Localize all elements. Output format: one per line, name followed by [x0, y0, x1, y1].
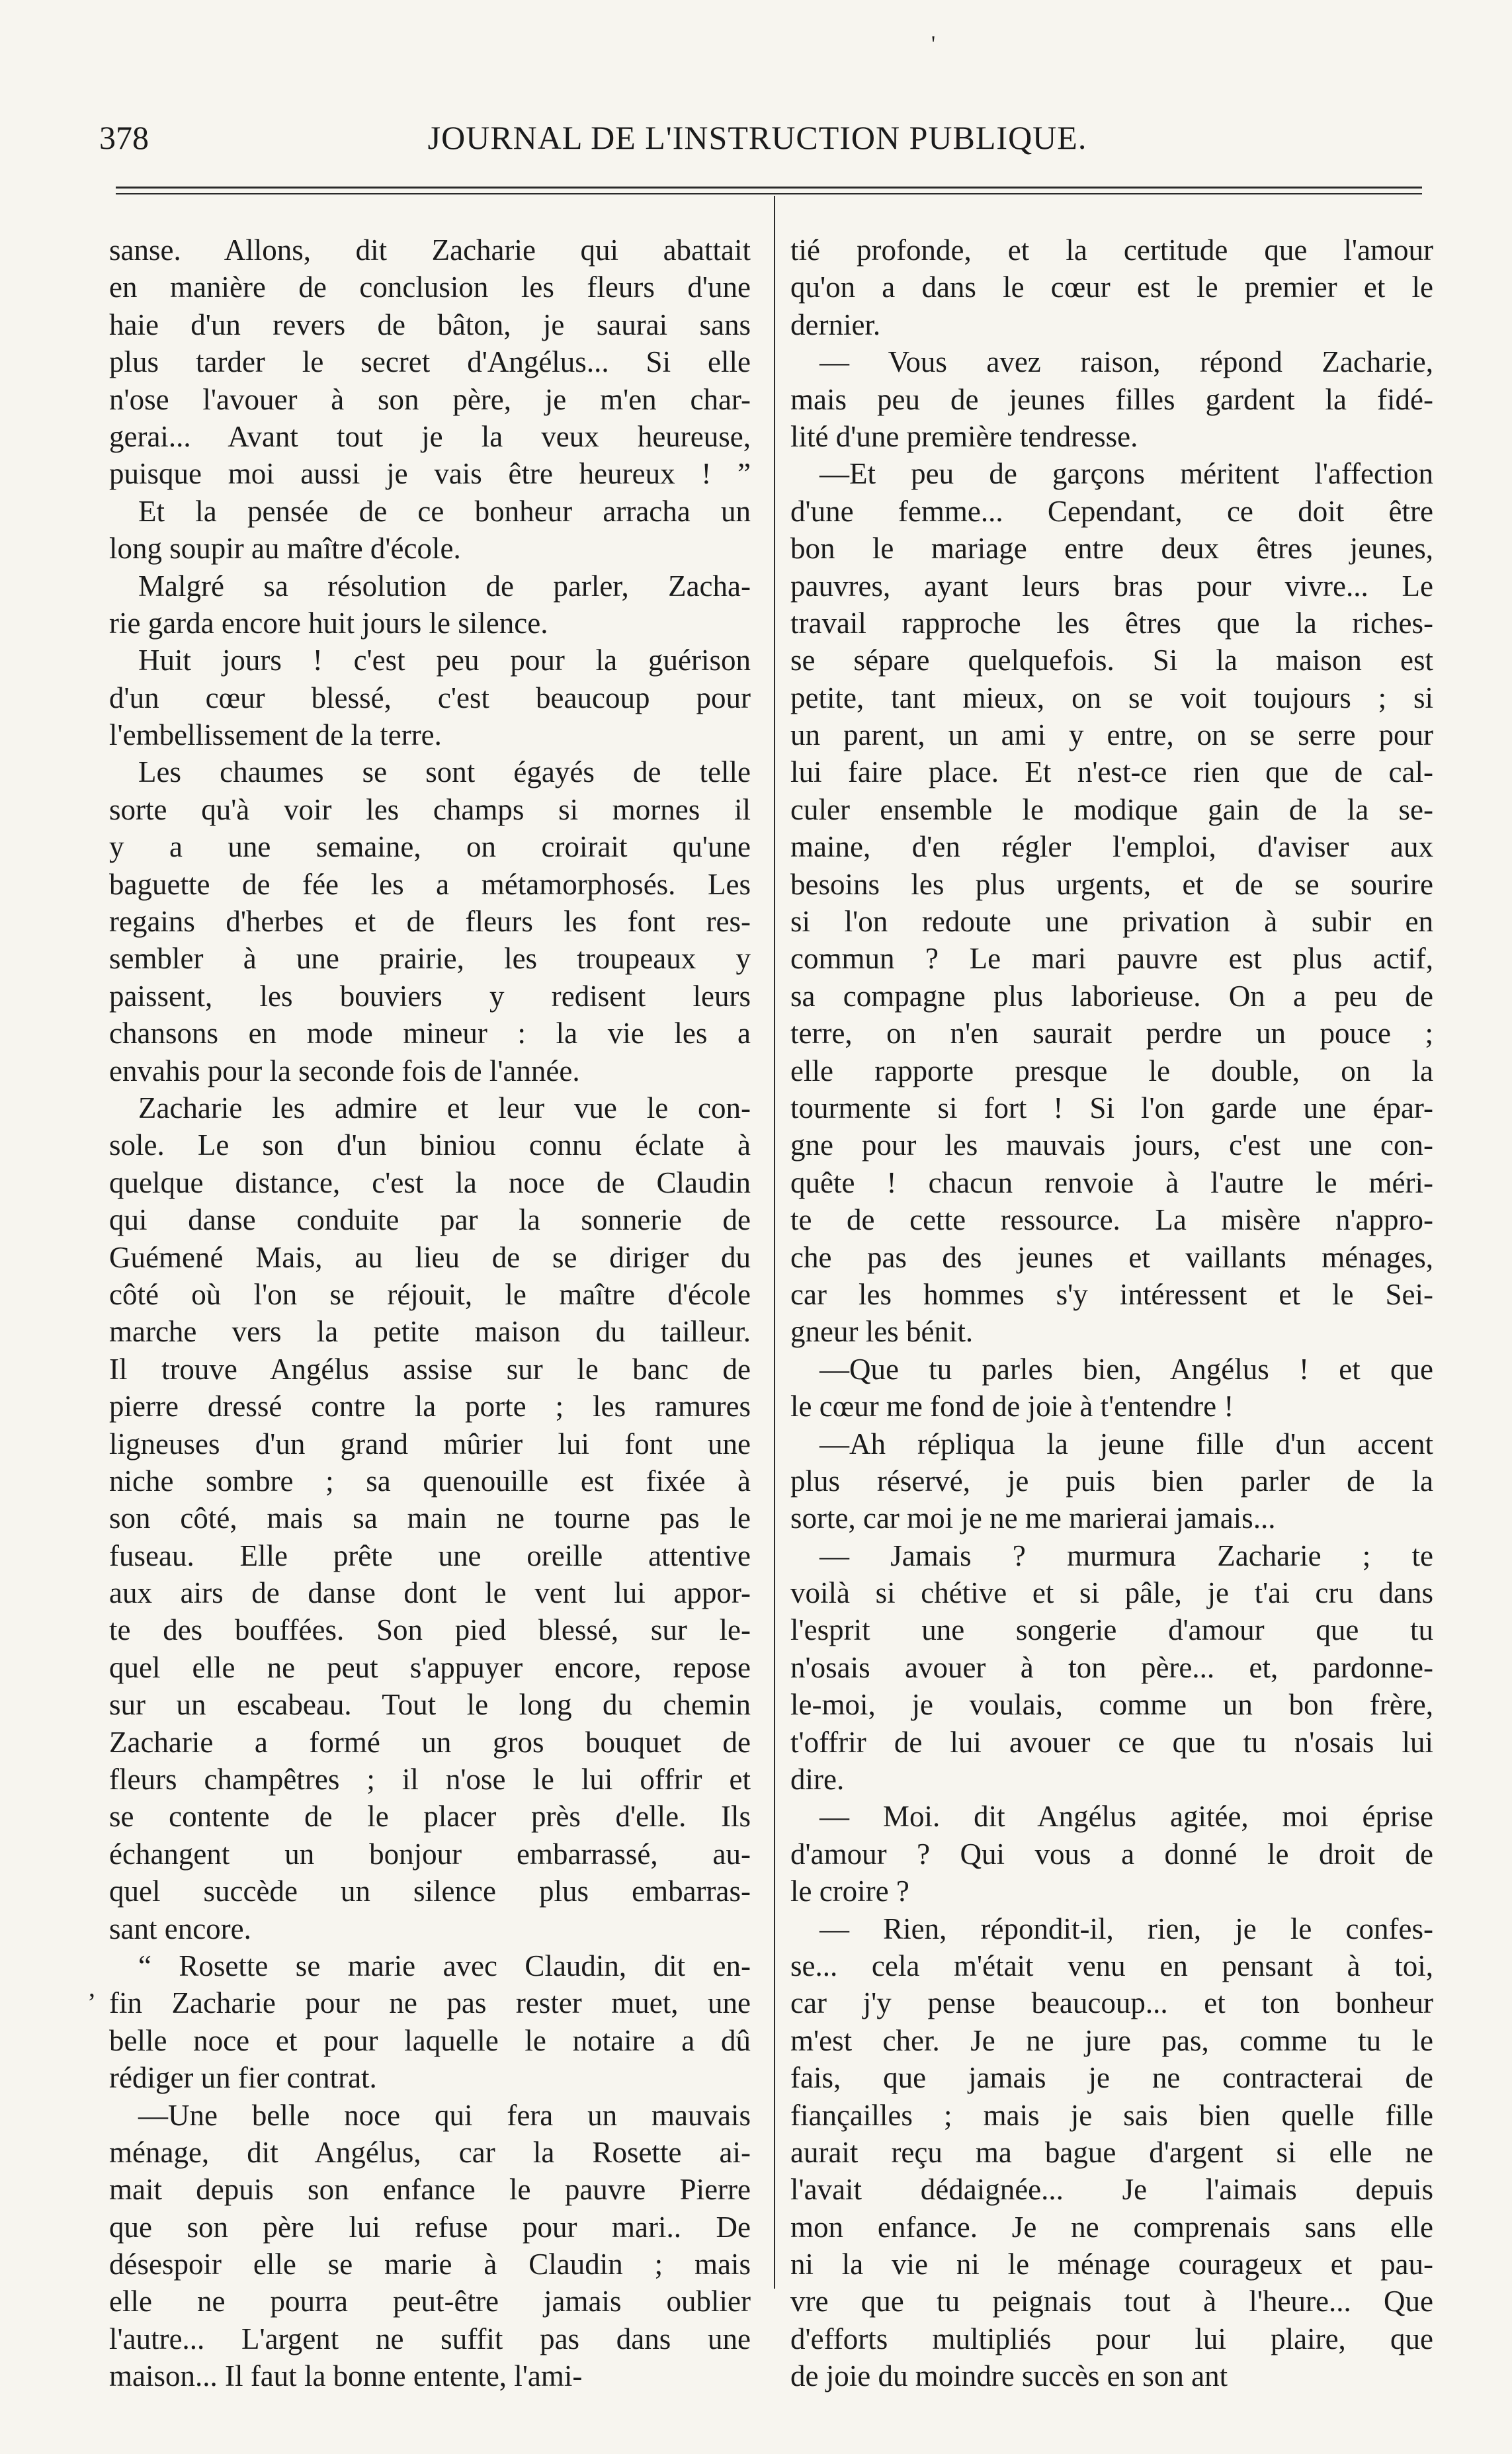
text-line: regains d'herbes et de fleurs les font res-	[109, 905, 751, 939]
text-line: plus tarder le secret d'Angélus... Si elle	[109, 345, 751, 379]
text-line: aurait reçu ma bague d'argent si elle ne	[790, 2135, 1433, 2169]
text-line: Les chaumes se sont égayés de telle	[138, 755, 751, 789]
text-line: d'efforts multipliés pour lui plaire, que	[790, 2322, 1433, 2355]
text-line: le croire ?	[790, 1875, 909, 1908]
text-line: n'osais avouer à ton père... et, pardonne-	[790, 1650, 1433, 1684]
text-line: côté où l'on se réjouit, le maître d'école	[109, 1277, 751, 1311]
text-line: petite, tant mieux, on se voit toujours ; si	[790, 681, 1433, 714]
text-line: ménage, dit Angélus, car la Rosette ai-	[109, 2135, 751, 2169]
text-line: puisque moi aussi je vais être heureux ! ”	[109, 457, 751, 491]
text-line: che pas des jeunes et vaillants ménages,	[790, 1240, 1433, 1274]
text-line: se... cela m'était venu en pensant à toi,	[790, 1949, 1433, 1982]
text-line: quelque distance, c'est la noce de Claudin	[109, 1165, 751, 1199]
text-line: qui danse conduite par la sonnerie de	[109, 1203, 751, 1237]
text-line: sole. Le son d'un biniou connu éclate à	[109, 1128, 751, 1162]
text-line: t'offrir de lui avouer ce que tu n'osais lui	[790, 1725, 1433, 1759]
text-line: sembler à une prairie, les troupeaux y	[109, 942, 751, 976]
text-line: le cœur me fond de joie à t'entendre !	[790, 1390, 1234, 1423]
text-line: mais peu de jeunes filles gardent la fidé-	[790, 382, 1433, 416]
text-line: rédiger un fier contrat.	[109, 2061, 377, 2095]
text-line: y a une semaine, on croirait qu'une	[109, 830, 751, 864]
page-number: 378	[99, 119, 149, 156]
ink-speck: '	[931, 32, 936, 56]
text-line: l'avait dédaignée... Je l'aimais depuis	[790, 2173, 1433, 2207]
text-line: Et la pensée de ce bonheur arracha un	[138, 494, 751, 528]
text-line: Guémené Mais, au lieu de se diriger du	[109, 1240, 751, 1274]
text-line: bon le mariage entre deux êtres jeunes,	[790, 532, 1433, 566]
text-line: si l'on redoute une privation à subir en	[790, 905, 1433, 939]
column-divider	[774, 196, 775, 2289]
text-line: sant encore.	[109, 1912, 251, 1945]
page-header	[99, 111, 1415, 164]
text-line: besoins les plus urgents, et de se sourire	[790, 867, 1433, 901]
text-line: gne pour les mauvais jours, c'est une con-	[790, 1128, 1433, 1162]
text-line: sorte qu'à voir les champs si mornes il	[109, 792, 751, 826]
text-line: — Vous avez raison, répond Zacharie,	[819, 345, 1433, 379]
text-line: ligneuses d'un grand mûrier lui font une	[109, 1427, 751, 1460]
text-line: paissent, les bouviers y redisent leurs	[109, 979, 751, 1013]
text-line: —Et peu de garçons méritent l'affection	[819, 457, 1433, 491]
text-line: te des bouffées. Son pied blessé, sur le-	[109, 1613, 751, 1647]
text-line: —Que tu parles bien, Angélus ! et que	[819, 1352, 1433, 1386]
text-line: fleurs champêtres ; il n'ose le lui offrir et	[109, 1763, 751, 1797]
text-line: sur un escabeau. Tout le long du chemin	[109, 1688, 751, 1722]
text-line: que son père lui refuse pour mari.. De	[109, 2210, 751, 2244]
text-line: travail rapproche les êtres que la riches-	[790, 606, 1433, 640]
text-line: quel elle ne peut s'appuyer encore, repose	[109, 1650, 751, 1684]
text-line: dire.	[790, 1763, 845, 1797]
text-line: haie d'un revers de bâton, je saurai sans	[109, 308, 751, 341]
text-line: lité d'une première tendresse.	[790, 419, 1138, 453]
text-line: quête ! chacun renvoie à l'autre le méri-	[790, 1165, 1433, 1199]
text-line: Zacharie a formé un gros bouquet de	[109, 1725, 751, 1759]
text-line: elle ne pourra peut-être jamais oublier	[109, 2285, 751, 2318]
text-line: n'ose l'avouer à son père, je m'en char-	[109, 382, 751, 416]
text-line: mon enfance. Je ne comprenais sans elle	[790, 2210, 1433, 2244]
text-line: belle noce et pour laquelle le notaire a dû	[109, 2023, 751, 2057]
text-line: vre que tu peignais tout à l'heure... Que	[790, 2285, 1433, 2318]
text-line: Huit jours ! c'est peu pour la guérison	[138, 644, 751, 677]
text-line: pauvres, ayant leurs bras pour vivre... Le	[790, 569, 1433, 603]
text-line: terre, on n'en saurait perdre un pouce ;	[790, 1017, 1433, 1050]
text-line: sanse. Allons, dit Zacharie qui abattait	[109, 233, 751, 267]
text-line: “ Rosette se marie avec Claudin, dit en-	[138, 1949, 751, 1982]
text-line: un parent, un ami y entre, on se serre pour	[790, 718, 1433, 752]
text-line: lui faire place. Et n'est-ce rien que de cal-	[790, 755, 1433, 789]
text-line: car les hommes s'y intéressent et le Sei-	[790, 1277, 1433, 1311]
text-line: fais, que jamais je ne contracterai de	[790, 2061, 1433, 2095]
text-line: —Une belle noce qui fera un mauvais	[138, 2098, 751, 2132]
text-line: te de cette ressource. La misère n'appro-	[790, 1203, 1433, 1237]
text-line: niche sombre ; sa quenouille est fixée à	[109, 1464, 751, 1498]
text-line: sa compagne plus laborieuse. On a peu de	[790, 979, 1433, 1013]
text-line: fuseau. Elle prête une oreille attentive	[109, 1539, 751, 1572]
text-line: l'autre... L'argent ne suffit pas dans une	[109, 2322, 751, 2355]
text-line: voilà si chétive et si pâle, je t'ai cru dans	[790, 1576, 1433, 1610]
text-line: chansons en mode mineur : la vie les a	[109, 1017, 751, 1050]
text-line: Il trouve Angélus assise sur le banc de	[109, 1352, 751, 1386]
text-line: le-moi, je voulais, comme un bon frère,	[790, 1688, 1433, 1722]
running-title: JOURNAL DE L'INSTRUCTION PUBLIQUE.	[427, 119, 1087, 156]
text-line: maison... Il faut la bonne entente, l'ami-	[109, 2359, 583, 2393]
text-line: —Ah répliqua la jeune fille d'un accent	[819, 1427, 1433, 1460]
text-line: culer ensemble le modique gain de la se-	[790, 792, 1433, 826]
header-rule-double	[116, 193, 1422, 194]
header-rule	[116, 187, 1422, 189]
text-line: commun ? Le mari pauvre est plus actif,	[790, 942, 1433, 976]
text-line: tourmente si fort ! Si l'on garde une épar-	[790, 1091, 1433, 1124]
text-line: ni la vie ni le ménage courageux et pau-	[790, 2248, 1433, 2281]
text-line: l'embellissement de la terre.	[109, 718, 442, 752]
text-line: baguette de fée les a métamorphosés. Les	[109, 867, 751, 901]
text-line: d'une femme... Cependant, ce doit être	[790, 494, 1433, 528]
text-line: — Moi. dit Angélus agitée, moi éprise	[819, 1800, 1433, 1834]
text-line: — Rien, répondit-il, rien, je le confes-	[819, 1912, 1433, 1945]
text-line: qu'on a dans le cœur est le premier et le	[790, 271, 1433, 304]
text-line: aux airs de danse dont le vent lui appor-	[109, 1576, 751, 1610]
text-line: de joie du moindre succès en son ant	[790, 2359, 1228, 2393]
text-line: fiançailles ; mais je sais bien quelle fille	[790, 2098, 1433, 2132]
margin-mark: ‚	[87, 1972, 97, 2002]
text-line: en manière de conclusion les fleurs d'une	[109, 271, 751, 304]
text-line: désespoir elle se marie à Claudin ; mais	[109, 2248, 751, 2281]
text-line: pierre dressé contre la porte ; les ramures	[109, 1390, 751, 1423]
right-column	[790, 232, 1433, 2395]
text-line: gerai... Avant tout je la veux heureuse,	[109, 419, 751, 453]
text-line: elle rapporte presque le double, on la	[790, 1054, 1433, 1087]
left-column	[109, 232, 751, 2395]
text-line: rie garda encore huit jours le silence.	[109, 606, 548, 640]
text-line: d'un cœur blessé, c'est beaucoup pour	[109, 681, 751, 714]
text-line: Malgré sa résolution de parler, Zacha-	[138, 569, 751, 603]
text-line: sorte, car moi je ne me marierai jamais...	[790, 1502, 1276, 1535]
text-line: dernier.	[790, 308, 881, 341]
text-line: mait depuis son enfance le pauvre Pierre	[109, 2173, 751, 2207]
text-line: d'amour ? Qui vous a donné le droit de	[790, 1837, 1433, 1871]
text-line: — Jamais ? murmura Zacharie ; te	[819, 1539, 1433, 1572]
text-line: quel succède un silence plus embarras-	[109, 1875, 751, 1908]
text-line: maine, d'en régler l'emploi, d'aviser aux	[790, 830, 1433, 864]
text-line: gneur les bénit.	[790, 1315, 974, 1349]
text-line: se contente de le placer près d'elle. Ils	[109, 1800, 751, 1834]
text-line: m'est cher. Je ne jure pas, comme tu le	[790, 2023, 1433, 2057]
text-line: l'esprit une songerie d'amour que tu	[790, 1613, 1433, 1647]
text-line: marche vers la petite maison du tailleur.	[109, 1315, 751, 1349]
text-line: se sépare quelquefois. Si la maison est	[790, 644, 1433, 677]
text-line: plus réservé, je puis bien parler de la	[790, 1464, 1433, 1498]
text-line: car j'y pense beaucoup... et ton bonheur	[790, 1986, 1433, 2020]
text-line: tié profonde, et la certitude que l'amour	[790, 233, 1433, 267]
text-line: son côté, mais sa main ne tourne pas le	[109, 1502, 751, 1535]
text-line: fin Zacharie pour ne pas rester muet, une	[109, 1986, 751, 2020]
text-line: échangent un bonjour embarrassé, au-	[109, 1837, 751, 1871]
text-line: long soupir au maître d'école.	[109, 532, 461, 566]
text-line: Zacharie les admire et leur vue le con-	[138, 1091, 751, 1124]
text-line: envahis pour la seconde fois de l'année.	[109, 1054, 580, 1087]
